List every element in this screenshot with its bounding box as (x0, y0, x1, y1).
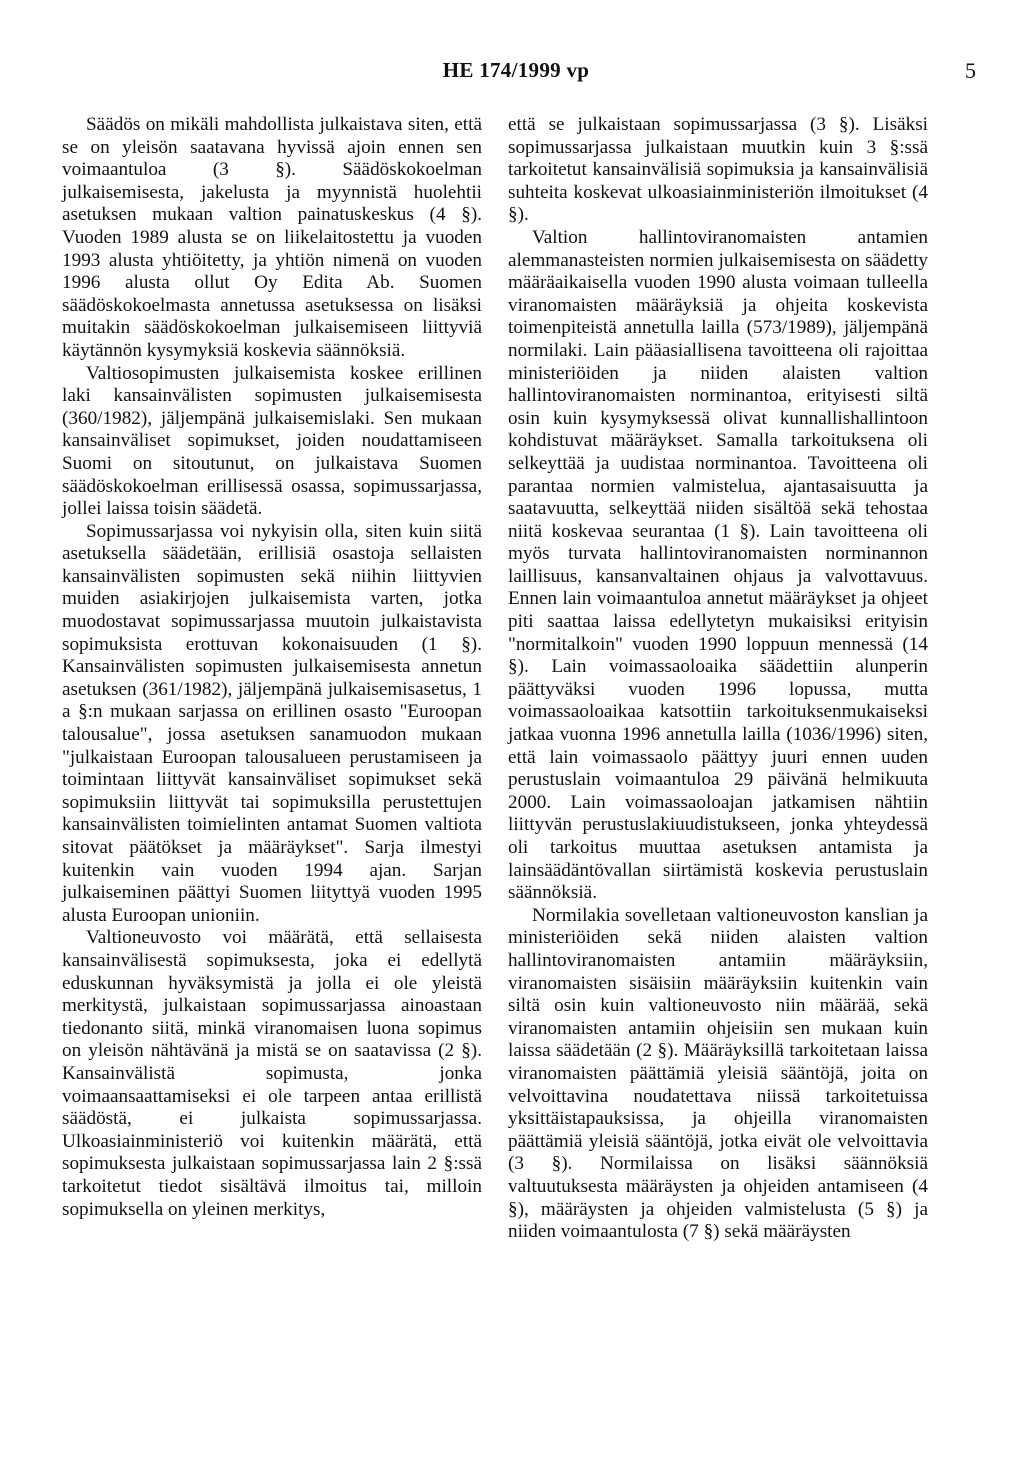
paragraph: Valtion hallintoviranomaisten antamien alemmanasteisten normien julkaisemisesta on säädetty määräaikaisella vuoden 1990 alusta voimaan tulleella viranomaisten määräyksiä ja ohjeita koskevista toimenpiteistä annetulla lailla (573/1989), jäljempänä normilaki. Lain pääasiallisena tavoitteena oli rajoittaa ministeriöiden ja niiden alaisten valtion hallintoviranomaisten norminantoa, erityisesti siltä osin kuin kysymyksessä olivat kunnallishallintoon kohdistuvat määräykset. Samalla tarkoituksena oli selkeyttää ja uudistaa norminantoa. Tavoitteena oli parantaa normien valmistelua, ajantasaisuutta ja saatavuutta, selkeyttää niiden sisältöä sekä tehostaa niitä koskevaa seurantaa (1 §). Lain tavoitteena oli myös turvata hallintoviranomaisten norminannon laillisuus, kansanvaltainen ohjaus ja valvottavuus. Ennen lain voimaantuloa annetut määräykset ja ohjeet piti saattaa laissa edellytetyn mukaisiksi erityisin "normitalkoin" vuoden 1990 loppuun mennessä (14 §). Lain voimassaoloaika säädettiin alunperin päättyväksi vuoden 1996 lopussa, mutta voimassaoloaikaa katsottiin tarkoituksenmukaiseksi jatkaa vuonna 1996 annetulla lailla (1036/1996) siten, että lain voimassaolo päättyy juuri ennen uuden perustuslain voimaantuloa 29 päivänä helmikuuta 2000. Lain voimassaoloajan jatkamisen nähtiin liittyvän perustuslakiuudistukseen, jonka yhteydessä oli tarkoitus muuttaa asetuksen antamista ja lainsäädäntövallan siirtämistä koskevia perustuslain säännöksiä. (508, 226, 928, 904)
left-column (62, 114, 482, 1221)
paragraph: Säädös on mikäli mahdollista julkaistava siten, että se on yleisön saatavana hyvissä ajoin ennen sen voimaantuloa (3 §). Säädöskokoelman julkaisemisesta, jakelusta ja myynnistä huolehtii asetuksen mukaan valtion painatuskeskus (4 §). Vuoden 1989 alusta se on liikelaitostettu ja vuoden 1993 alusta yhtiöitetty, ja yhtiön nimenä on vuoden 1996 alusta ollut Oy Edita Ab. Suomen säädöskokoelmasta annetussa asetuksessa on lisäksi muitakin säädöskokoelman julkaisemiseen liittyviä käytännön kysymyksiä koskevia säännöksiä. (62, 114, 482, 361)
right-column (508, 114, 928, 1244)
page-header (56, 58, 976, 90)
paragraph: Valtiosopimusten julkaisemista koskee erillinen laki kansainvälisten sopimusten julkaisemisesta (360/1982), jäljempänä julkaisemislaki. Sen mukaan kansainväliset sopimukset, joiden noudattamiseen Suomi on sitoutunut, on julkaistava Suomen säädöskokoelman erillisessä osassa, sopimussarjassa, jollei laissa toisin säädetä. (62, 362, 482, 520)
page-number: 5 (965, 58, 976, 83)
paragraph-continued: että se julkaistaan sopimussarjassa (3 §). Lisäksi sopimussarjassa julkaistaan muutkin kuin 3 §:ssä tarkoitetut kansainvälisiä sopimuksia ja kansainvälisiä suhteita koskevat ulkoasiainministeriön ilmoitukset (4 §). (508, 114, 928, 226)
paragraph: Valtioneuvosto voi määrätä, että sellaisesta kansainvälisestä sopimuksesta, joka ei edellytä eduskunnan hyväksymistä ja jolla ei ole yleistä merkitystä, julkaistaan sopimussarjassa ainoastaan tiedonanto siitä, minkä viranomaisen luona sopimus on yleisön nähtävänä ja mistä se on saatavissa (2 §). Kansainvälistä sopimusta, jonka voimaansaattamiseksi ei ole tarpeen antaa erillistä säädöstä, ei julkaista sopimussarjassa. Ulkoasiainministeriö voi kuitenkin määrätä, että sopimuksesta julkaistaan sopimussarjassa lain 2 §:ssä tarkoitetut tiedot sisältävä ilmoitus tai, milloin sopimuksella on yleinen merkitys, (62, 927, 482, 1220)
paragraph: Normilakia sovelletaan valtioneuvoston kanslian ja ministeriöiden sekä niiden alaisten valtion hallintoviranomaisten antamiin määräyksiin, viranomaisten sisäisiin määräyksiin kuitenkin vain siltä osin kuin valtioneuvosto niin määrää, sekä viranomaisten antamiin ohjeisiin sen mukaan kuin laissa säädetään (2 §). Määräyksillä tarkoitetaan laissa viranomaisten päättämiä yleisiä sääntöjä, joita on velvoittavina noudatettava niissä tarkoitetuissa yksittäistapauksissa, ja ohjeilla viranomaisten päättämiä yleisiä sääntöjä, jotka eivät ole velvoittavia (3 §). Normilaissa on lisäksi säännöksiä valtuutuksesta määräysten ja ohjeiden antamiseen (4 §), määräysten ja ohjeiden valmistelusta (5 §) ja niiden voimaantulosta (7 §) sekä määräysten (508, 904, 928, 1243)
running-head: HE 174/1999 vp (442, 58, 590, 82)
paragraph: Sopimussarjassa voi nykyisin olla, siten kuin siitä asetuksella säädetään, erillisiä osastoja sellaisten kansainvälisten sopimusten sekä niihin liittyvien muiden asiakirjojen julkaisemista varten, jotka muodostavat sopimussarjassa muutoin julkaistavista sopimuksista erottuvan kokonaisuuden (1 §). Kansainvälisten sopimusten julkaisemisesta annetun asetuksen (361/1982), jäljempänä julkaisemisasetus, 1 a §:n mukaan sarjassa on erillinen osasto "Euroopan talousalue", jossa asetuksen sanamuodon mukaan "julkaistaan Euroopan talousalueen perustamiseen ja toimintaan liittyvät kansainväliset sopimukset sekä sopimuksiin liittyvät tai sopimuksilla perustettujen kansainvälisten toimielinten antamat Suomen valtiota sitovat päätökset ja määräykset". Sarja ilmestyi kuitenkin vain vuoden 1994 ajan. Sarjan julkaiseminen päättyi Suomen liityttyä vuoden 1995 alusta Euroopan unioniin. (62, 520, 482, 926)
